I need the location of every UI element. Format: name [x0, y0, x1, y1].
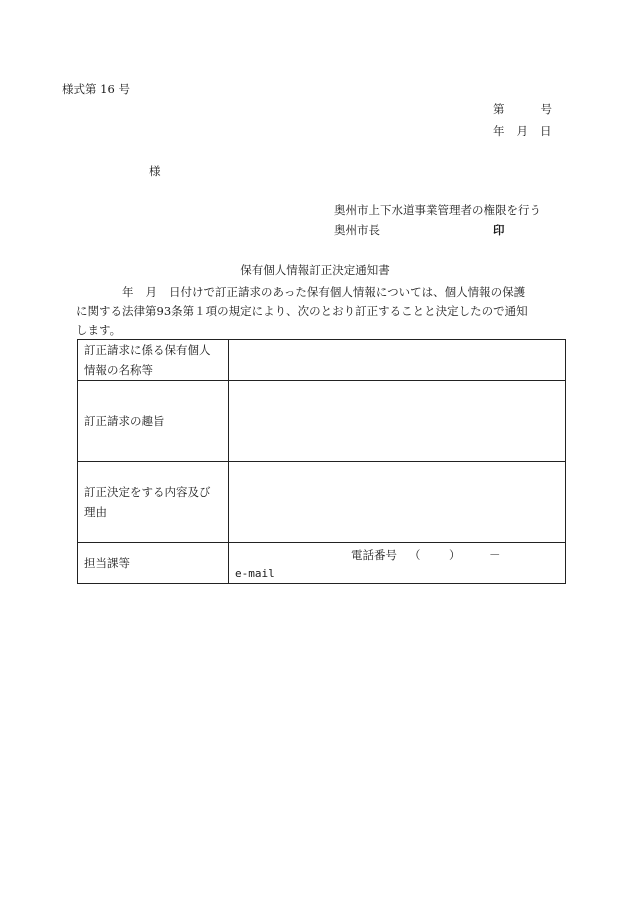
row-label-department: 担当課等 — [78, 543, 229, 584]
document-date — [493, 124, 552, 138]
body-month: 月 — [145, 285, 157, 299]
table-row — [78, 381, 566, 462]
row-label-info-name: 訂正請求に係る保有個人 情報の名称等 — [78, 340, 229, 381]
body-line-3: します。 — [76, 323, 122, 337]
document-number — [493, 102, 552, 116]
email-label: e-mail — [235, 567, 275, 580]
table-row — [78, 340, 566, 381]
row-label-decision-reason: 訂正決定をする内容及び 理由 — [78, 462, 229, 543]
body-year: 年 — [122, 285, 134, 299]
doc-number-label-go: 号 — [540, 102, 552, 116]
row-label-request-purpose: 訂正請求の趣旨 — [78, 381, 229, 462]
phone-label: 電話番号 — [351, 548, 397, 562]
row-value-request-purpose — [229, 381, 566, 462]
form-number: 様式第 16 号 — [62, 82, 130, 96]
addressee-suffix: 様 — [149, 164, 161, 178]
body-line-2: に関する法律第93条第１項の規定により、次のとおり訂正することと決定したので通知 — [76, 304, 528, 318]
date-day: 日 — [540, 124, 552, 138]
row-value-info-name — [229, 340, 566, 381]
correction-table — [77, 339, 566, 584]
body-line-1 — [76, 283, 568, 302]
seal-mark: 印 — [493, 223, 505, 237]
doc-number-label-dai: 第 — [493, 102, 505, 116]
phone-paren-open: （ — [409, 548, 421, 562]
date-month: 月 — [516, 124, 528, 138]
sender-title: 奥州市上下水道事業管理者の権限を行う — [334, 203, 541, 217]
phone-paren-close: ） — [449, 548, 461, 562]
document-title: 保有個人情報訂正決定通知書 — [240, 263, 390, 277]
phone-dash: － — [489, 548, 501, 562]
body-line-1-rest: 日付けで訂正請求のあった保有個人情報については、個人情報の保護 — [169, 285, 526, 299]
table-row — [78, 462, 566, 543]
row-value-contact — [229, 543, 566, 584]
row-value-decision-reason — [229, 462, 566, 543]
table-row — [78, 543, 566, 584]
sender-name: 奥州市長 — [334, 223, 380, 237]
date-year: 年 — [493, 124, 505, 138]
